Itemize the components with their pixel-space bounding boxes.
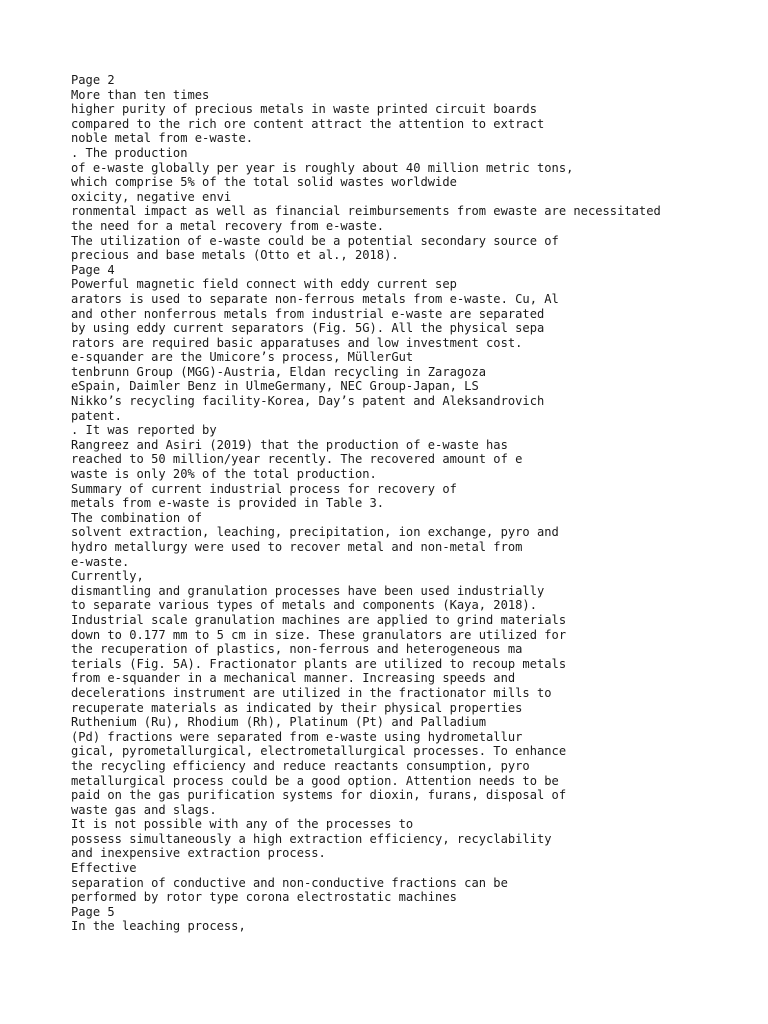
text-line: paid on the gas purification systems for dioxin, furans, disposal of <box>71 788 567 803</box>
text-line: Summary of current industrial process for recovery of <box>71 481 457 496</box>
text-line: Powerful magnetic field connect with eddy current sep <box>71 277 457 292</box>
text-line: the need for a metal recovery from e-waste. <box>71 218 385 233</box>
text-line: In the leaching process, <box>71 919 246 934</box>
text-line: . It was reported by <box>71 423 217 438</box>
text-line: dismantling and granulation processes have been used industrially <box>71 583 545 598</box>
text-line: higher purity of precious metals in waste printed circuit boards <box>71 102 537 117</box>
text-line: waste is only 20% of the total production. <box>71 467 377 482</box>
text-line: performed by rotor type corona electrostatic machines <box>71 890 457 905</box>
text-line: by using eddy current separators (Fig. 5G). All the physical sepa <box>71 321 545 336</box>
text-line: ronmental impact as well as financial reimbursements from ewaste are necessitated <box>71 204 661 219</box>
text-line: the recuperation of plastics, non-ferrous and heterogeneous ma <box>71 642 523 657</box>
text-line: decelerations instrument are utilized in the fractionator mills to <box>71 685 552 700</box>
page-marker: Page 5 <box>71 904 115 919</box>
text-line: noble metal from e-waste. <box>71 131 254 146</box>
text-line: terials (Fig. 5A). Fractionator plants are utilized to recoup metals <box>71 656 567 671</box>
text-line: . The production <box>71 145 188 160</box>
text-line: oxicity, negative envi <box>71 189 232 204</box>
text-line: The combination of <box>71 510 203 525</box>
page-marker: Page 4 <box>71 262 115 277</box>
text-line: tenbrunn Group (MGG)-Austria, Eldan recycling in Zaragoza <box>71 364 487 379</box>
text-line: Nikko’s recycling facility-Korea, Day’s patent and Aleksandrovich <box>71 394 545 409</box>
text-line: arators is used to separate non-ferrous metals from e-waste. Cu, Al <box>71 291 559 306</box>
text-line: e-waste. <box>71 554 130 569</box>
page-marker: Page 2 <box>71 73 115 87</box>
text-line: Effective <box>71 861 137 876</box>
text-line: from e-squander in a mechanical manner. Increasing speeds and <box>71 671 516 686</box>
text-line: separation of conductive and non-conductive fractions can be <box>71 875 508 890</box>
text-line: compared to the rich ore content attract the attention to extract <box>71 116 545 131</box>
text-line: Currently, <box>71 569 144 584</box>
text-line: (Pd) fractions were separated from e-waste using hydrometallur <box>71 729 523 744</box>
text-line: Ruthenium (Ru), Rhodium (Rh), Platinum (Pt) and Palladium <box>71 715 487 730</box>
text-line: solvent extraction, leaching, precipitation, ion exchange, pyro and <box>71 525 559 540</box>
text-line: patent. <box>71 408 122 423</box>
text-line: the recycling efficiency and reduce reactants consumption, pyro <box>71 758 530 773</box>
text-line: metallurgical process could be a good option. Attention needs to be <box>71 773 559 788</box>
text-line: hydro metallurgy were used to recover metal and non-metal from <box>71 540 523 554</box>
text-line: reached to 50 million/year recently. The recovered amount of e <box>71 452 523 467</box>
text-line: Industrial scale granulation machines are applied to grind materials <box>71 612 567 627</box>
text-line: of e-waste globally per year is roughly about 40 million metric tons, <box>71 160 574 175</box>
text-line: to separate various types of metals and components (Kaya, 2018). <box>71 598 537 613</box>
text-line: down to 0.177 mm to 5 cm in size. These granulators are utilized for <box>71 627 567 642</box>
document-text <box>71 73 761 934</box>
text-line: and inexpensive extraction process. <box>71 846 326 861</box>
text-line: The utilization of e-waste could be a potential secondary source of <box>71 233 559 248</box>
text-line: and other nonferrous metals from industrial e-waste are separated <box>71 306 545 321</box>
text-line: More than ten times <box>71 87 210 102</box>
text-line: gical, pyrometallurgical, electrometallurgical processes. To enhance <box>71 744 567 759</box>
text-line: precious and base metals (Otto et al., 2018). <box>71 248 399 263</box>
text-line: eSpain, Daimler Benz in UlmeGermany, NEC Group-Japan, LS <box>71 379 479 394</box>
text-line: metals from e-waste is provided in Table 3. <box>71 496 385 511</box>
text-line: It is not possible with any of the processes to <box>71 817 414 832</box>
text-line: recuperate materials as indicated by their physical properties <box>71 700 523 715</box>
text-line: rators are required basic apparatuses and low investment cost. <box>71 335 523 350</box>
text-line: waste gas and slags. <box>71 802 217 817</box>
text-line: which comprise 5% of the total solid wastes worldwide <box>71 175 457 190</box>
text-line: possess simultaneously a high extraction efficiency, recyclability <box>71 831 552 846</box>
text-line: e-squander are the Umicore’s process, MüllerGut <box>71 350 414 365</box>
text-line: Rangreez and Asiri (2019) that the production of e-waste has <box>71 437 508 452</box>
